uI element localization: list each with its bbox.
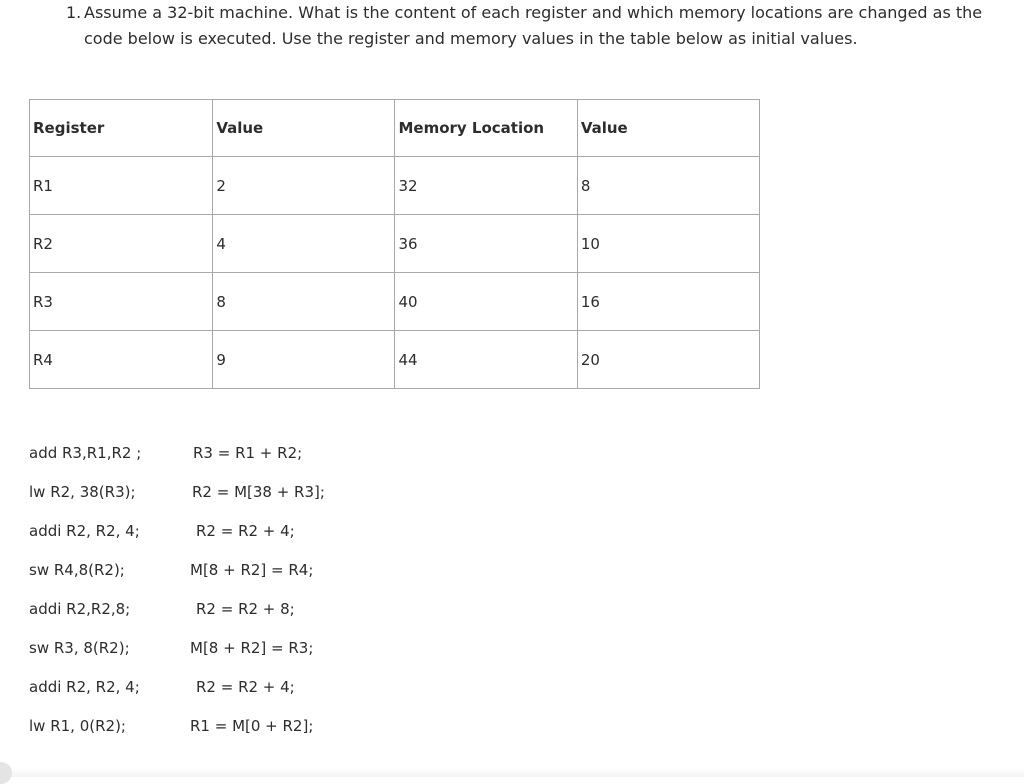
register-cell: R3 — [30, 273, 213, 331]
register-value-cell: 4 — [213, 215, 395, 273]
instruction-meaning: R2 = R2 + 8; — [196, 600, 295, 618]
instruction-meaning: R1 = M[0 + R2]; — [190, 717, 314, 735]
register-value-cell: 8 — [213, 273, 395, 331]
asm-instruction: lw R2, 38(R3); — [29, 483, 136, 501]
memory-location-cell: 36 — [395, 215, 577, 273]
code-line — [29, 600, 429, 639]
code-listing — [29, 444, 429, 756]
header-memory-location: Memory Location — [395, 100, 577, 157]
asm-instruction: lw R1, 0(R2); — [29, 717, 126, 735]
asm-instruction: addi R2, R2, 4; — [29, 522, 140, 540]
instruction-meaning: M[8 + R2] = R3; — [190, 639, 314, 657]
page-bottom-edge — [0, 768, 1024, 777]
code-line — [29, 639, 429, 678]
memory-location-cell: 44 — [395, 331, 577, 389]
table-row — [30, 157, 760, 215]
header-register: Register — [30, 100, 213, 157]
table-row — [30, 331, 760, 389]
code-line — [29, 561, 429, 600]
instruction-meaning: R2 = R2 + 4; — [196, 678, 295, 696]
scroll-corner — [0, 762, 12, 784]
memory-value-cell: 8 — [577, 157, 759, 215]
initial-values-table — [29, 99, 760, 389]
instruction-meaning: R3 = R1 + R2; — [193, 444, 303, 462]
table-row — [30, 273, 760, 331]
question-text: Assume a 32-bit machine. What is the content of each register and which memory locations are changed as the code below is executed. Use the register and memory values in the table below as initial values. — [84, 3, 983, 48]
register-value-cell: 2 — [213, 157, 395, 215]
code-line — [29, 522, 429, 561]
question — [66, 0, 1006, 52]
instruction-meaning: R2 = M[38 + R3]; — [192, 483, 325, 501]
instruction-meaning: R2 = R2 + 4; — [196, 522, 295, 540]
asm-instruction: addi R2,R2,8; — [29, 600, 131, 618]
asm-instruction: sw R4,8(R2); — [29, 561, 125, 579]
code-line — [29, 483, 429, 522]
memory-value-cell: 10 — [577, 215, 759, 273]
table-header-row — [30, 100, 760, 157]
register-cell: R1 — [30, 157, 213, 215]
question-number: 1. — [66, 3, 82, 22]
memory-location-cell: 40 — [395, 273, 577, 331]
asm-instruction: sw R3, 8(R2); — [29, 639, 130, 657]
memory-value-cell: 16 — [577, 273, 759, 331]
code-line — [29, 717, 429, 756]
instruction-meaning: M[8 + R2] = R4; — [190, 561, 314, 579]
header-register-value: Value — [213, 100, 395, 157]
asm-instruction: add R3,R1,R2 ; — [29, 444, 142, 462]
register-value-cell: 9 — [213, 331, 395, 389]
code-line — [29, 444, 429, 483]
header-memory-value: Value — [577, 100, 759, 157]
memory-location-cell: 32 — [395, 157, 577, 215]
asm-instruction: addi R2, R2, 4; — [29, 678, 140, 696]
table-row — [30, 215, 760, 273]
memory-value-cell: 20 — [577, 331, 759, 389]
register-cell: R4 — [30, 331, 213, 389]
code-line — [29, 678, 429, 717]
register-cell: R2 — [30, 215, 213, 273]
